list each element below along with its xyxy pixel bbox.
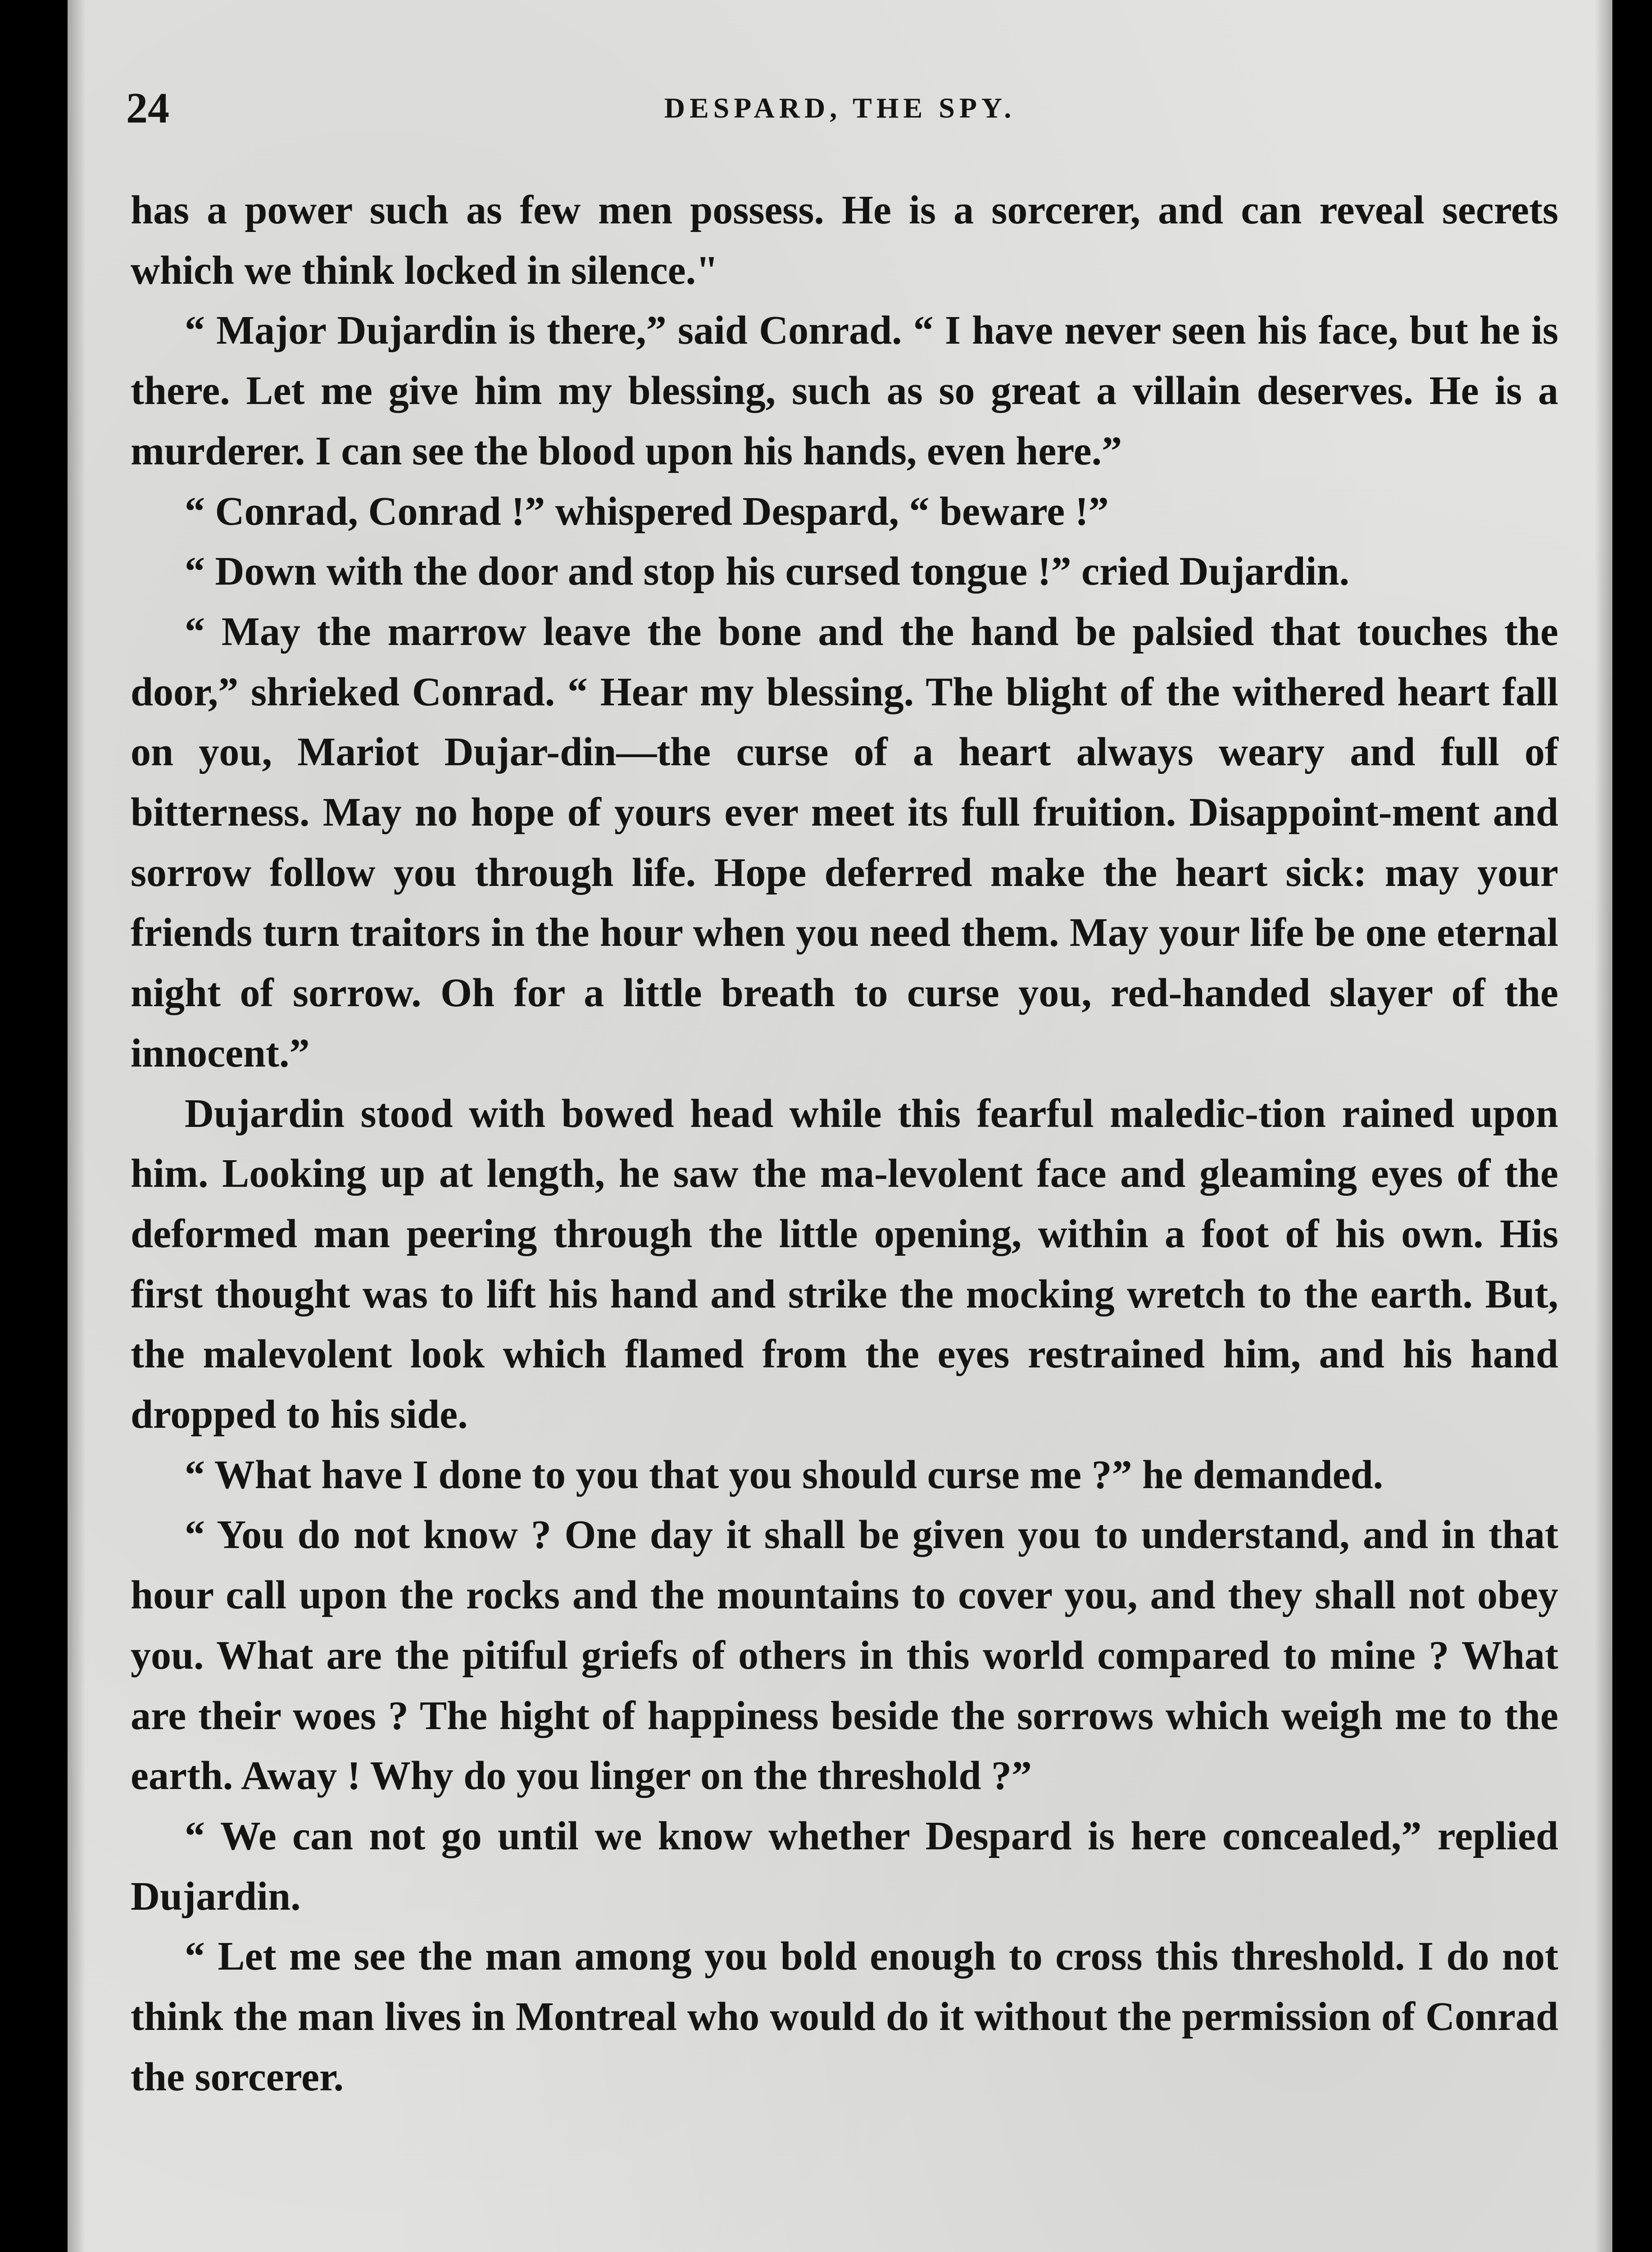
paragraph: “ What have I done to you that you should curse me ?” he demanded. [185,1452,1384,1497]
paragraph: “ Conrad, Conrad !” whispered Despard, “ beware !” [185,489,1109,534]
paragraph: “ Major Dujardin is there,” said Conrad. “ I have never seen his face, but he is there. Let me give him my blessing, such as so great a villain deserves. He is a murderer. I can see the blood upon his hands, even here.” [131,308,1558,473]
paragraph: “ May the marrow leave the bone and the hand be palsied that touches the door,” shrieked Conrad. “ Hear my blessing. The blight of the withered heart fall on you, Mariot Dujar-din—the curse of a heart always weary and full of bitterness. May no hope of yours ever meet its full fruition. Disappoint-ment and sorrow follow you through life. Hope deferred make the heart sick: may your friends turn traitors in the hour when you need them. May your life be one eternal night of sorrow. Oh for a little breath to curse you, red-handed slayer of the innocent.” [131,609,1558,1076]
running-head: DESPARD, THE SPY. [664,92,1016,124]
book-page [68,0,1612,2252]
paragraph: “ You do not know ? One day it shall be given you to understand, and in that hour call upon the rocks and the mountains to cover you, and they shall not obey you. What are the pitiful griefs of others in this world compared to mine ? What are their woes ? The hight of happiness beside the sorrows which weigh me to the earth. Away ! Why do you linger on the threshold ?” [131,1512,1558,1798]
paragraph: “ We can not go until we know whether Despard is here concealed,” replied Dujardin. [131,1813,1558,1919]
page-edge-shadow [68,0,86,2252]
paragraph: has a power such as few men possess. He is a sorcerer, and can reveal secrets which we think locked in silence." [131,188,1558,293]
page-number: 24 [126,84,169,132]
page-header [126,77,1554,140]
paragraph: Dujardin stood with bowed head while this fearful maledic-tion rained upon him. Looking up at length, he saw the ma-levolent face and gleaming eyes of the deformed man peering through the little opening, within a foot of his own. His first thought was to lift his hand and strike the mocking wretch to the earth. But, the malevolent look which flamed from the eyes restrained him, and his hand dropped to his side. [131,1091,1558,1437]
page-edge-shadow [1594,0,1612,2252]
paragraph: “ Down with the door and stop his cursed tongue !” cried Dujardin. [185,549,1350,594]
paragraph: “ Let me see the man among you bold enough to cross this threshold. I do not think the man lives in Montreal who would do it without the permission of Conrad the sorcerer. [131,1934,1558,2099]
body-text [131,180,1558,2107]
